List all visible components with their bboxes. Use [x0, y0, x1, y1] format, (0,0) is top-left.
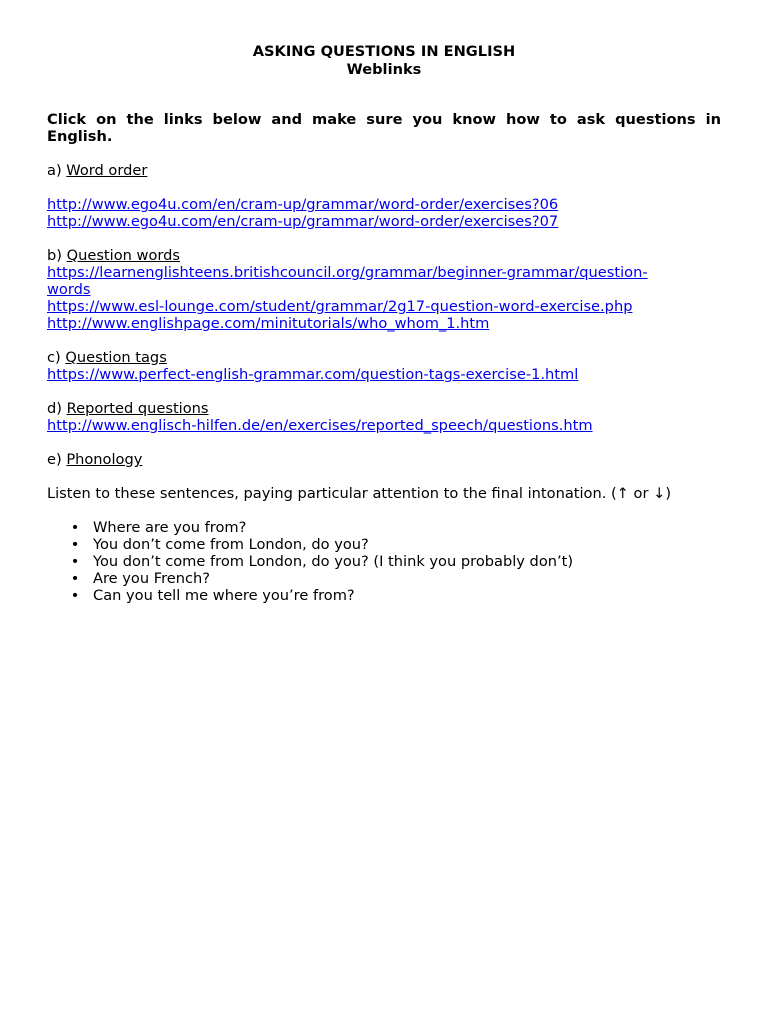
section-prefix: e): [47, 451, 67, 468]
bullet-icon: •: [70, 519, 80, 536]
list-item: [47, 553, 721, 570]
section-question-words-heading: [47, 247, 721, 264]
section-label: Question tags: [65, 349, 167, 366]
section-reported-questions-heading: [47, 400, 721, 417]
reported-questions-link-1[interactable]: http://www.englisch-hilfen.de/en/exercises/reported_speech/questions.htm: [47, 417, 593, 434]
sentence-text: Are you French?: [93, 570, 210, 587]
question-words-link-1[interactable]: [47, 264, 721, 298]
word-order-link-2[interactable]: http://www.ego4u.com/en/cram-up/grammar/word-order/exercises?07: [47, 213, 559, 230]
sentence-text: Where are you from?: [93, 519, 247, 536]
bullet-icon: •: [70, 553, 80, 570]
list-item: [47, 570, 721, 587]
intro-instruction: Click on the links below and make sure you know how to ask questions in English.: [47, 111, 721, 145]
section-label: Phonology: [66, 451, 143, 468]
document-body: [47, 111, 721, 604]
section-prefix: a): [47, 162, 67, 179]
link-text-part: https://learnenglishteens.britishcouncil.org/grammar/beginner-grammar/question- words: [47, 264, 648, 298]
question-words-link-3[interactable]: http://www.englishpage.com/minitutorials/who_whom_1.htm: [47, 315, 490, 332]
section-prefix: d): [47, 400, 67, 417]
word-order-link-1[interactable]: http://www.ego4u.com/en/cram-up/grammar/word-order/exercises?06: [47, 196, 559, 213]
section-label: Reported questions: [66, 400, 209, 417]
sentence-text: Can you tell me where you’re from?: [93, 587, 355, 604]
question-words-link-2[interactable]: https://www.esl-lounge.com/student/grammar/2g17-question-word-exercise.php: [47, 298, 633, 315]
section-word-order-heading: [47, 162, 721, 179]
bullet-icon: •: [70, 587, 80, 604]
document-header: [0, 43, 768, 79]
question-tags-link-1[interactable]: https://www.perfect-english-grammar.com/question-tags-exercise-1.html: [47, 366, 579, 383]
section-label: Word order: [66, 162, 148, 179]
bullet-icon: •: [70, 570, 80, 587]
section-label: Question words: [66, 247, 180, 264]
list-item: [47, 519, 721, 536]
bullet-icon: •: [70, 536, 80, 553]
phonology-sentence-list: [47, 519, 721, 604]
list-item: [47, 587, 721, 604]
sentence-text: You don’t come from London, do you?: [93, 536, 369, 553]
sentence-text: You don’t come from London, do you? (I think you probably don’t): [93, 553, 574, 570]
section-question-tags-heading: [47, 349, 721, 366]
section-prefix: c): [47, 349, 66, 366]
document-subtitle: Weblinks: [346, 61, 422, 78]
phonology-instruction: Listen to these sentences, paying particular attention to the final intonation. (↑ or ↓): [47, 485, 672, 502]
document-title: ASKING QUESTIONS IN ENGLISH: [252, 43, 516, 60]
section-prefix: b): [47, 247, 67, 264]
list-item: [47, 536, 721, 553]
section-phonology-heading: [47, 451, 721, 468]
